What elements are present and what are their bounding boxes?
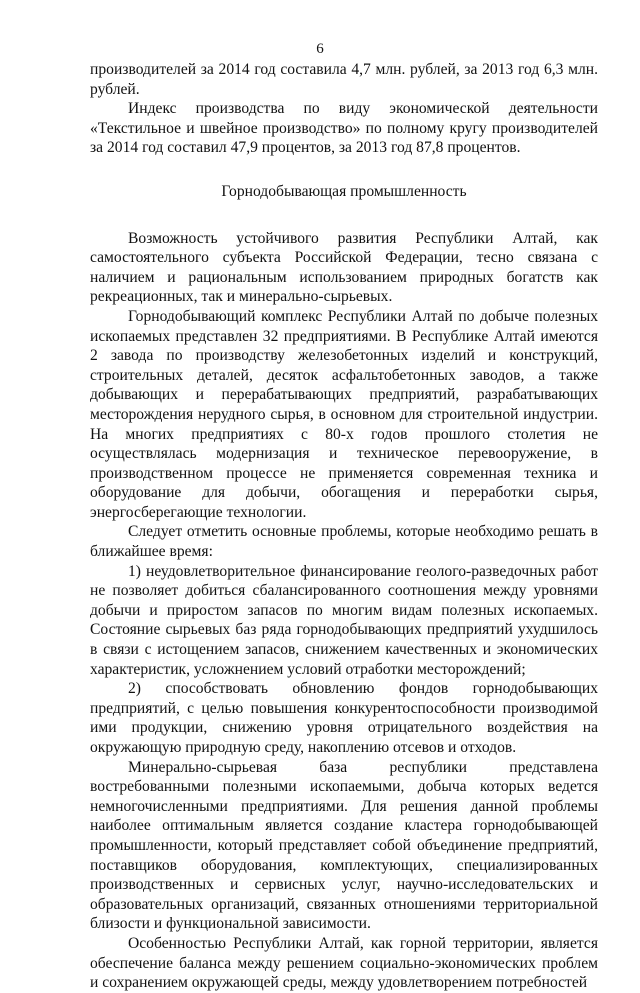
section-heading: Горнодобывающая промышленность [221, 182, 467, 200]
paragraph-problem-1: 1) неудовлетворительное финансирование геолого-разведочных работ не позволяет добиться сбалансированного соотношения между уровнями добычи и приростом запасов по многим видам полезных ископаемых. Состояние сырьевых баз ряда горнодобывающих предприятий ухудшилось в связи с истощением запасов, снижением качественных и экономических характеристик, усложнением условий отработки месторождений; [90, 562, 598, 678]
paragraph-textile-index: Индекс производства по виду экономической деятельности «Текстильное и швейное производство» по полному кругу производителей за 2014 год составил 47,9 процентов, за 2013 год 87,8 процентов. [90, 100, 598, 157]
paragraph-features: Особенностью Республики Алтай, как горной территории, является обеспечение баланса между решением социально-экономических проблем и сохранением окружающей среды, между удовлетворением потребностей [90, 934, 598, 992]
paragraph-sustainable-development: Возможность устойчивого развития Республики Алтай, как самостоятельного субъекта Российской Федерации, тесно связана с наличием и рациональным использованием природных богатств как рекреационных, так и минерально-сырьевых. [90, 229, 598, 306]
paragraph-mineral-base: Минерально-сырьевая база республики представлена востребованными полезными ископаемыми, добыча которых ведется немногочисленными предприятиями. Для решения данной проблемы наиболее оптимальным является создание кластера горнодобывающей промышленности, который представляет собой объединение предприятий, поставщиков оборудования, комплектующих, специализированных производственных и сервисных услуг, научно-исследовательских и образовательных организаций, связанных отношениями территориальной близости и функциональной зависимости. [90, 758, 598, 933]
paragraph-problem-2: 2) способствовать обновлению фондов горнодобывающих предприятий, с целью повышения конкурентоспособности производимой ими продукции, снижению уровня отрицательного воздействия на окружающую природную среду, накоплению отсевов и отходов. [90, 680, 598, 756]
paragraph-problems-intro: Следует отметить основные проблемы, которые необходимо решать в ближайшее время: [90, 523, 598, 561]
paragraph-continued: производителей за 2014 год составила 4,7 млн. рублей, за 2013 год 6,3 млн. рублей. [90, 61, 598, 98]
page-content [90, 60, 598, 993]
paragraph-mining-complex: Горнодобывающий комплекс Республики Алтай по добыче полезных ископаемых представлен 32 предприятиями. В Республике Алтай имеются 2 завода по производству железобетонных изделий и конструкций, строительных деталей, десяток асфальтобетонных заводов, а также добывающих и перерабатывающих предприятий, разрабатывающих месторождения нерудного сырья, в основном для строительной индустрии. На многих предприятиях с 80-х годов прошлого столетия не осуществлялась модернизация и техническое перевооружение, в производственном процессе не применяется современная техника и оборудование для добычи, обогащения и переработки сырья, энергосберегающие технологии. [90, 307, 598, 521]
page-number: 6 [316, 41, 324, 57]
